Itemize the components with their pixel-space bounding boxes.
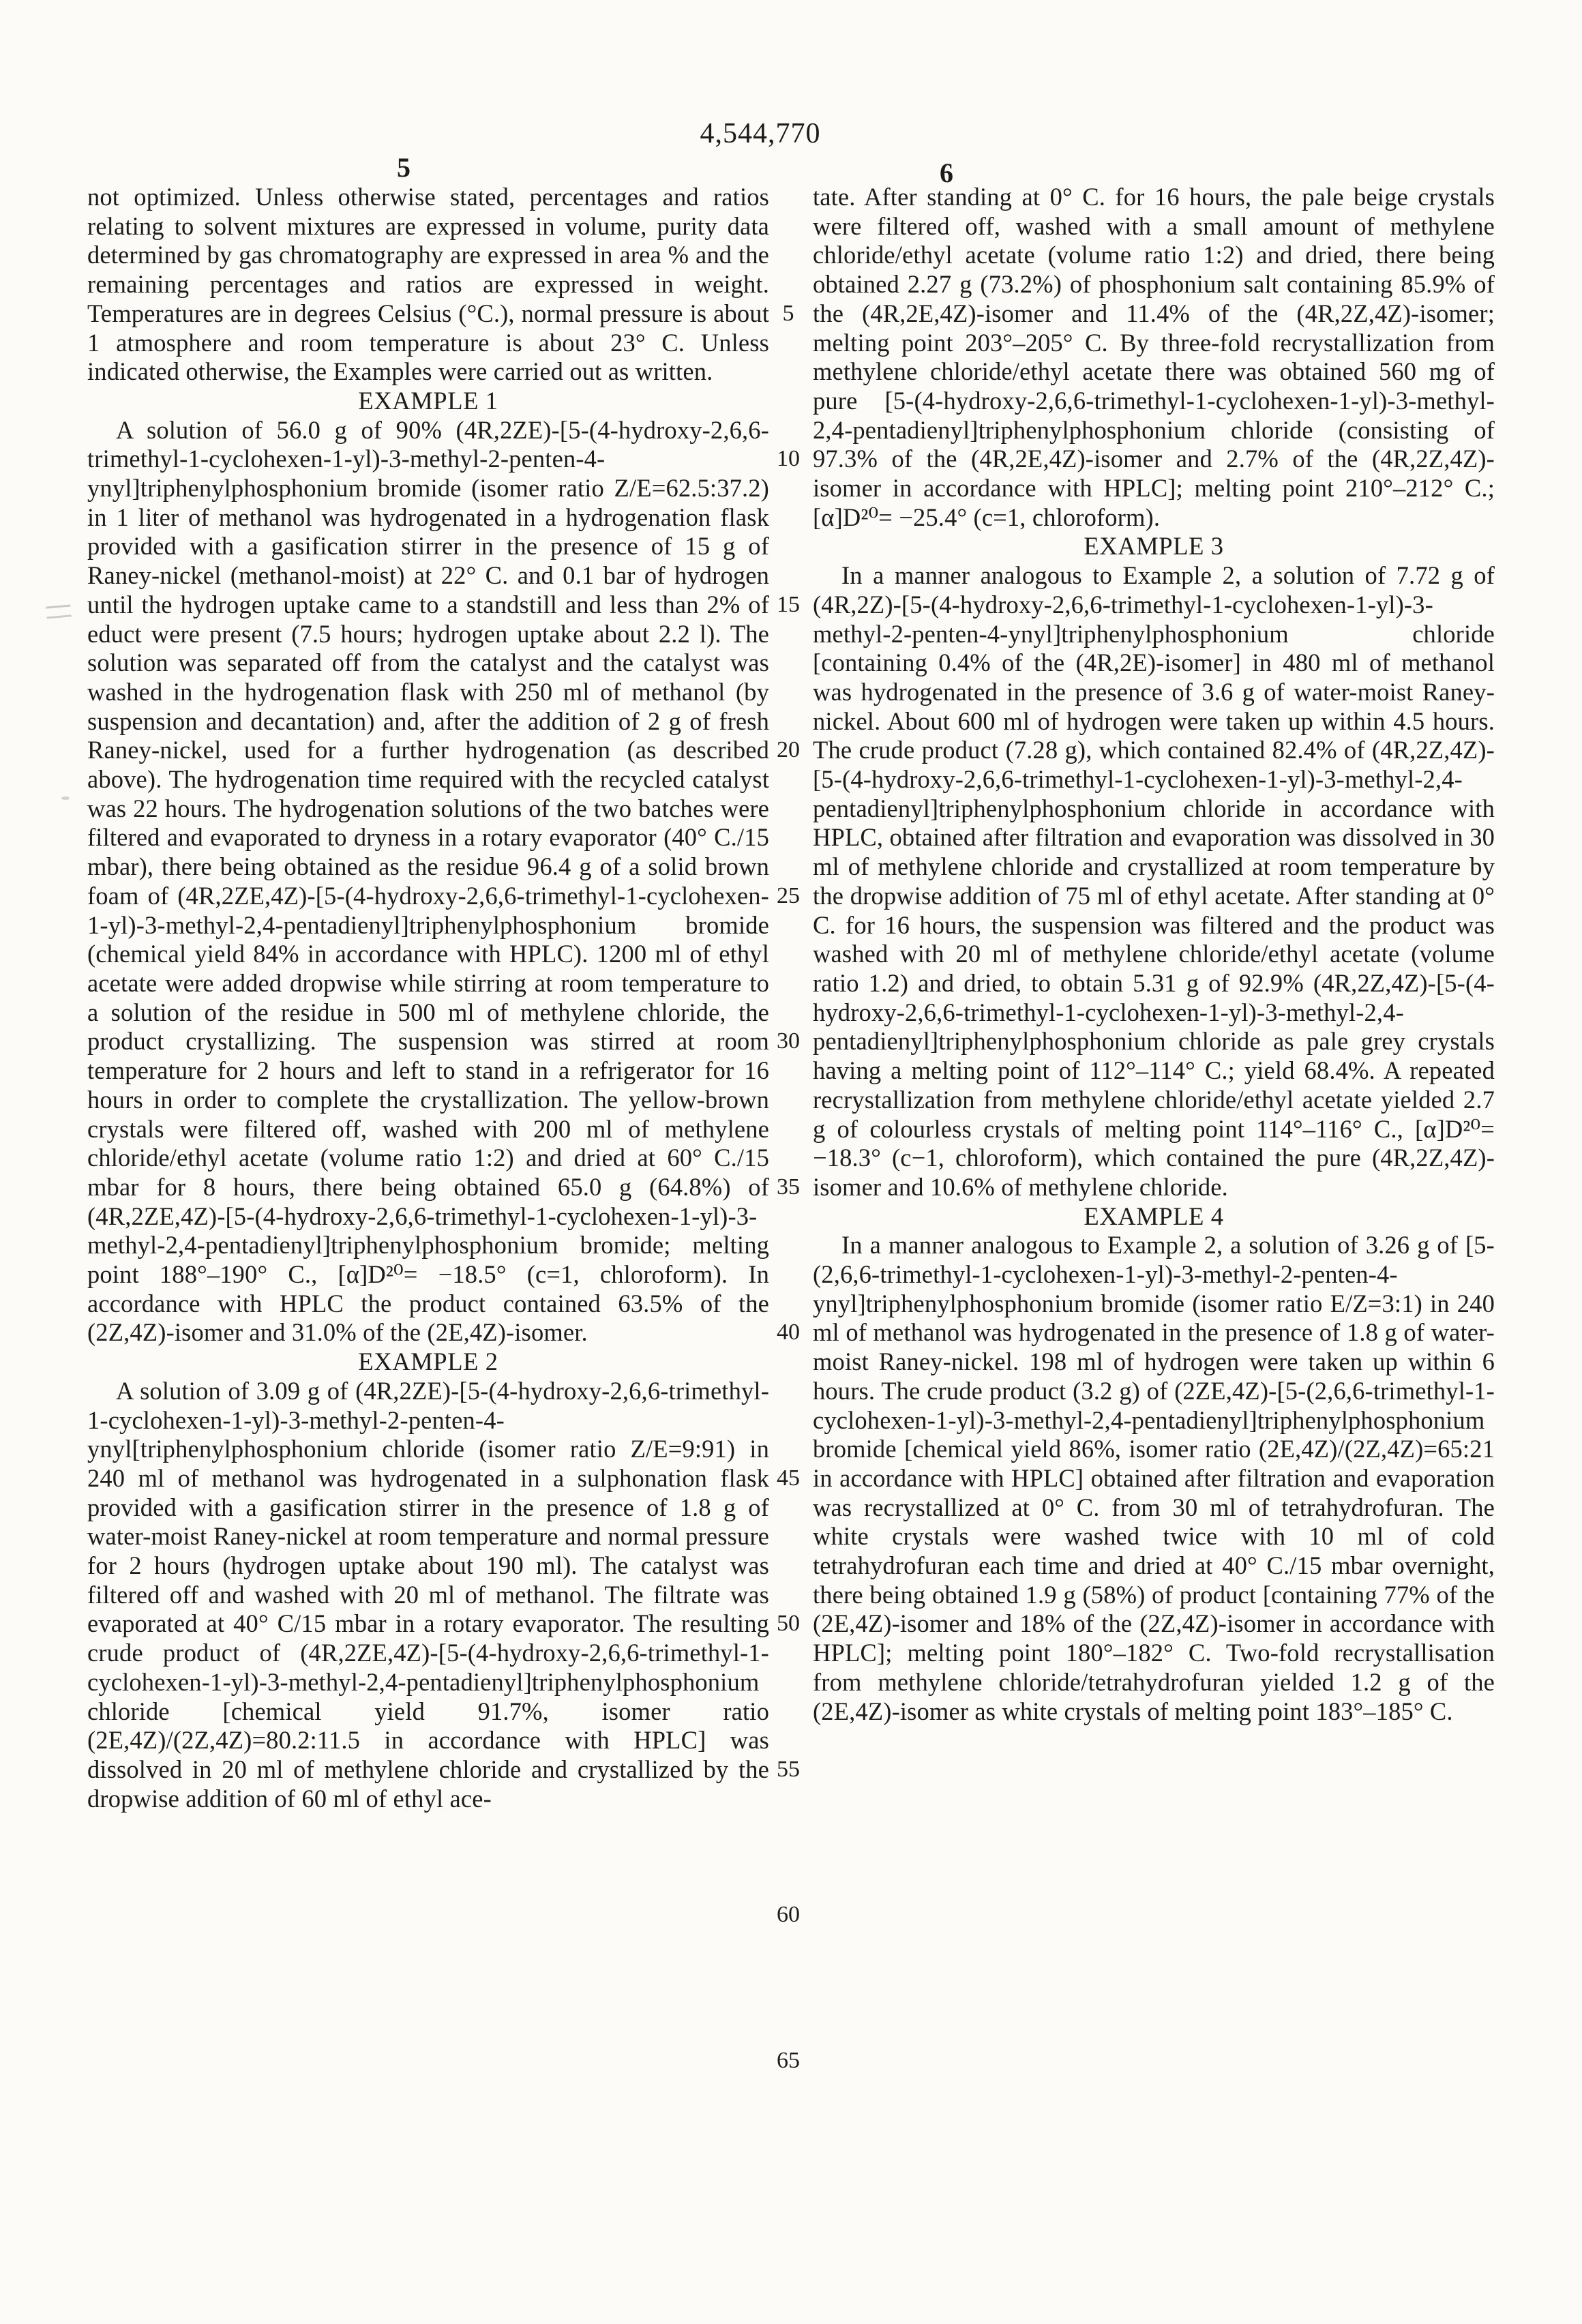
gutter-line-number: 45 <box>777 1465 800 1491</box>
intro-paragraph: not optimized. Unless otherwise stated, percentages and ratios relating to solvent mixtures are expressed in volume, purity data determined by gas chromatography are expressed in area % and the remaining percentages and ratios are expressed in weight. Temperatures are in degrees Celsius (°C.), normal pressure is about 1 atmosphere and room temperature is about 23° C. Unless indicated otherwise, the Examples were carried out as written. <box>87 183 769 386</box>
column-number-left: 5 <box>397 152 411 183</box>
column-number-right: 6 <box>940 158 953 188</box>
gutter-line-number: 60 <box>777 1902 800 1927</box>
gutter-line-number: 15 <box>777 592 800 617</box>
left-column <box>87 183 769 1813</box>
gutter-line-number: 10 <box>777 446 800 471</box>
example-1-heading: EXAMPLE 1 <box>358 386 498 415</box>
example-1-paragraph: A solution of 56.0 g of 90% (4R,2ZE)-[5-(4-hydroxy-2,6,6-trimethyl-1-cyclohexen-1-yl)-3-methyl-2-penten-4-ynyl]triphenylphosphonium bromide (isomer ratio Z/E=62.5:37.2) in 1 liter of methanol was hydrogenated in a hydrogenation flask provided with a gasification stirrer in the presence of 15 g of Raney-nickel (methanol-moist) at 22° C. and 0.1 bar of hydrogen until the hydrogen uptake came to a standstill and less than 2% of educt were present (7.5 hours; hydrogen uptake about 2.2 l). The solution was separated off from the catalyst and the catalyst was washed in the hydrogenation flask with 250 ml of methanol (by suspension and decantation) and, after the addition of 2 g of fresh Raney-nickel, used for a further hydrogenation (as described above). The hydrogenation time required with the recycled catalyst was 22 hours. The hydrogenation solutions of the two batches were filtered and evaporated to dryness in a rotary evaporator (40° C./15 mbar), there being obtained as the residue 96.4 g of a solid brown foam of (4R,2ZE,4Z)-[5-(4-hydroxy-2,6,6-trimethyl-1-cyclohexen-1-yl)-3-methyl-2,4-pentadienyl]triphenylphosphonium bromide (chemical yield 84% in accordance with HPLC). 1200 ml of ethyl acetate were added dropwise while stirring at room temperature to a solution of the residue in 500 ml of methylene chloride, the product crystallizing. The suspension was stirred at room temperature for 2 hours and left to stand in a refrigerator for 16 hours in order to complete the crystallization. The yellow-brown crystals were filtered off, washed with 200 ml of methylene chloride/ethyl acetate (volume ratio 1:2) and dried at 60° C./15 mbar for 8 hours, there being obtained 65.0 g (64.8%) of (4R,2ZE,4Z)-[5-(4-hydroxy-2,6,6-trimethyl-1-cyclohexen-1-yl)-3-methyl-2,4-pentadienyl]triphenylphosphonium bromide; melting point 188°–190° C., [α]D²⁰= −18.5° (c=1, chloroform). In accordance with HPLC the product contained 63.5% of the (2Z,4Z)-isomer and 31.0% of the (2E,4Z)-isomer. <box>87 415 769 1347</box>
gutter-line-number: 20 <box>777 737 800 762</box>
gutter-line-number: 50 <box>777 1611 800 1636</box>
gutter-line-number: 65 <box>777 2048 800 2073</box>
right-column <box>813 183 1495 1726</box>
example-2-paragraph-part1: A solution of 3.09 g of (4R,2ZE)-[5-(4-hydroxy-2,6,6-trimethyl-1-cyclohexen-1-yl)-3-methyl-2-penten-4-ynyl[triphenylphosphonium chloride (isomer ratio Z/E=9:91) in 240 ml of methanol was hydrogenated in a sulphonation flask provided with a gasification stirrer in the presence of 1.8 g of water-moist Raney-nickel at room temperature and normal pressure for 2 hours (hydrogen uptake about 190 ml). The catalyst was filtered off and washed with 20 ml of methanol. The filtrate was evaporated at 40° C/15 mbar in a rotary evaporator. The resulting crude product of (4R,2ZE,4Z)-[5-(4-hydroxy-2,6,6-trimethyl-1-cyclohexen-1-yl)-3-methyl-2,4-pentadienyl]triphenylphosphonium chloride [chemical yield 91.7%, isomer ratio (2E,4Z)/(2Z,4Z)=80.2:11.5 in accordance with HPLC] was dissolved in 20 ml of methylene chloride and crystallized by the dropwise addition of 60 ml of ethyl ace- <box>87 1376 769 1813</box>
scan-artifact-smudge <box>46 604 71 619</box>
example-4-paragraph: In a manner analogous to Example 2, a solution of 3.26 g of [5-(2,6,6-trimethyl-1-cyclohexen-1-yl)-3-methyl-2-penten-4-ynyl]triphenylphosphonium bromide (isomer ratio E/Z=3:1) in 240 ml of methanol was hydrogenated in the presence of 1.8 g of water-moist Raney-nickel. 198 ml of hydrogen were taken up within 6 hours. The crude product (3.2 g) of (2ZE,4Z)-[5-(2,6,6-trimethyl-1-cyclohexen-1-yl)-3-methyl-2,4-pentadienyl]triphenylphosphonium bromide [chemical yield 86%, isomer ratio (2E,4Z)/(2Z,4Z)=65:21 in accordance with HPLC] obtained after filtration and evaporation was recrystallized at 0° C. from 30 ml of tetrahydrofuran. The white crystals were washed twice with 10 ml of cold tetrahydrofuran each time and dried at 40° C./15 mbar overnight, there being obtained 1.9 g (58%) of product [containing 77% of the (2E,4Z)-isomer and 18% of the (2Z,4Z)-isomer in accordance with HPLC]; melting point 180°–182° C. Two-fold recrystallisation from methylene chloride/tetrahydrofuran yielded 1.2 g of the (2E,4Z)-isomer as white crystals of melting point 183°–185° C. <box>813 1231 1495 1725</box>
example-3-paragraph: In a manner analogous to Example 2, a solution of 7.72 g of (4R,2Z)-[5-(4-hydroxy-2,6,6-trimethyl-1-cyclohexen-1-yl)-3-methyl-2-penten-4-ynyl]triphenylphosphonium chloride [containing 0.4% of the (4R,2E)-isomer] in 480 ml of methanol was hydrogenated in the presence of 3.6 g of water-moist Raney-nickel. About 600 ml of hydrogen were taken up within 4.5 hours. The crude product (7.28 g), which contained 82.4% of (4R,2Z,4Z)-[5-(4-hydroxy-2,6,6-trimethyl-1-cyclohexen-1-yl)-3-methyl-2,4-pentadienyl]triphenylphosphonium chloride in accordance with HPLC, obtained after filtration and evaporation was dissolved in 30 ml of methylene chloride and crystallized at room temperature by the dropwise addition of 75 ml of ethyl acetate. After standing at 0° C. for 16 hours, the suspension was filtered and the product was washed with 20 ml of methylene chloride/ethyl acetate (volume ratio 1.2) and dried, to obtain 5.31 g of 92.9% (4R,2Z,4Z)-[5-(4-hydroxy-2,6,6-trimethyl-1-cyclohexen-1-yl)-3-methyl-2,4-pentadienyl]triphenylphosphonium chloride as pale grey crystals having a melting point of 112°–114° C.; yield 68.4%. A repeated recrystallization from methylene chloride/ethyl acetate yielded 2.7 g of colourless crystals of melting point 114°–116° C., [α]D²⁰= −18.3° (c−1, chloroform), which contained the pure (4R,2Z,4Z)-isomer and 10.6% of methylene chloride. <box>813 561 1495 1201</box>
gutter-line-number: 25 <box>777 883 800 908</box>
patent-number: 4,544,770 <box>700 118 821 149</box>
example-3-heading: EXAMPLE 3 <box>1084 532 1224 561</box>
gutter-line-number: 55 <box>777 1757 800 1782</box>
example-2-heading: EXAMPLE 2 <box>358 1347 498 1376</box>
example-4-heading: EXAMPLE 4 <box>1084 1202 1224 1230</box>
scan-artifact-dot <box>61 796 70 800</box>
example-2-paragraph-part2: tate. After standing at 0° C. for 16 hours, the pale beige crystals were filtered off, washed with a small amount of methylene chloride/ethyl acetate (volume ratio 1:2) and dried, there being obtained 2.27 g (73.2%) of phosphonium salt containing 85.9% of the (4R,2E,4Z)-isomer and 11.4% of the (4R,2Z,4Z)-isomer; melting point 203°–205° C. By three-fold recrystallization from methylene chloride/ethyl acetate there was obtained 560 mg of pure [5-(4-hydroxy-2,6,6-trimethyl-1-cyclohexen-1-yl)-3-methyl-2,4-pentadienyl]triphenylphosphonium chloride (consisting of 97.3% of the (4R,2E,4Z)-isomer and 2.7% of the (4R,2Z,4Z)-isomer in accordance with HPLC]; melting point 210°–212° C.; [α]D²⁰= −25.4° (c=1, chloroform). <box>813 183 1495 531</box>
gutter-line-number: 35 <box>777 1174 800 1200</box>
gutter-line-number: 5 <box>782 301 794 326</box>
gutter-line-number: 40 <box>777 1320 800 1345</box>
gutter-line-number: 30 <box>777 1028 800 1054</box>
